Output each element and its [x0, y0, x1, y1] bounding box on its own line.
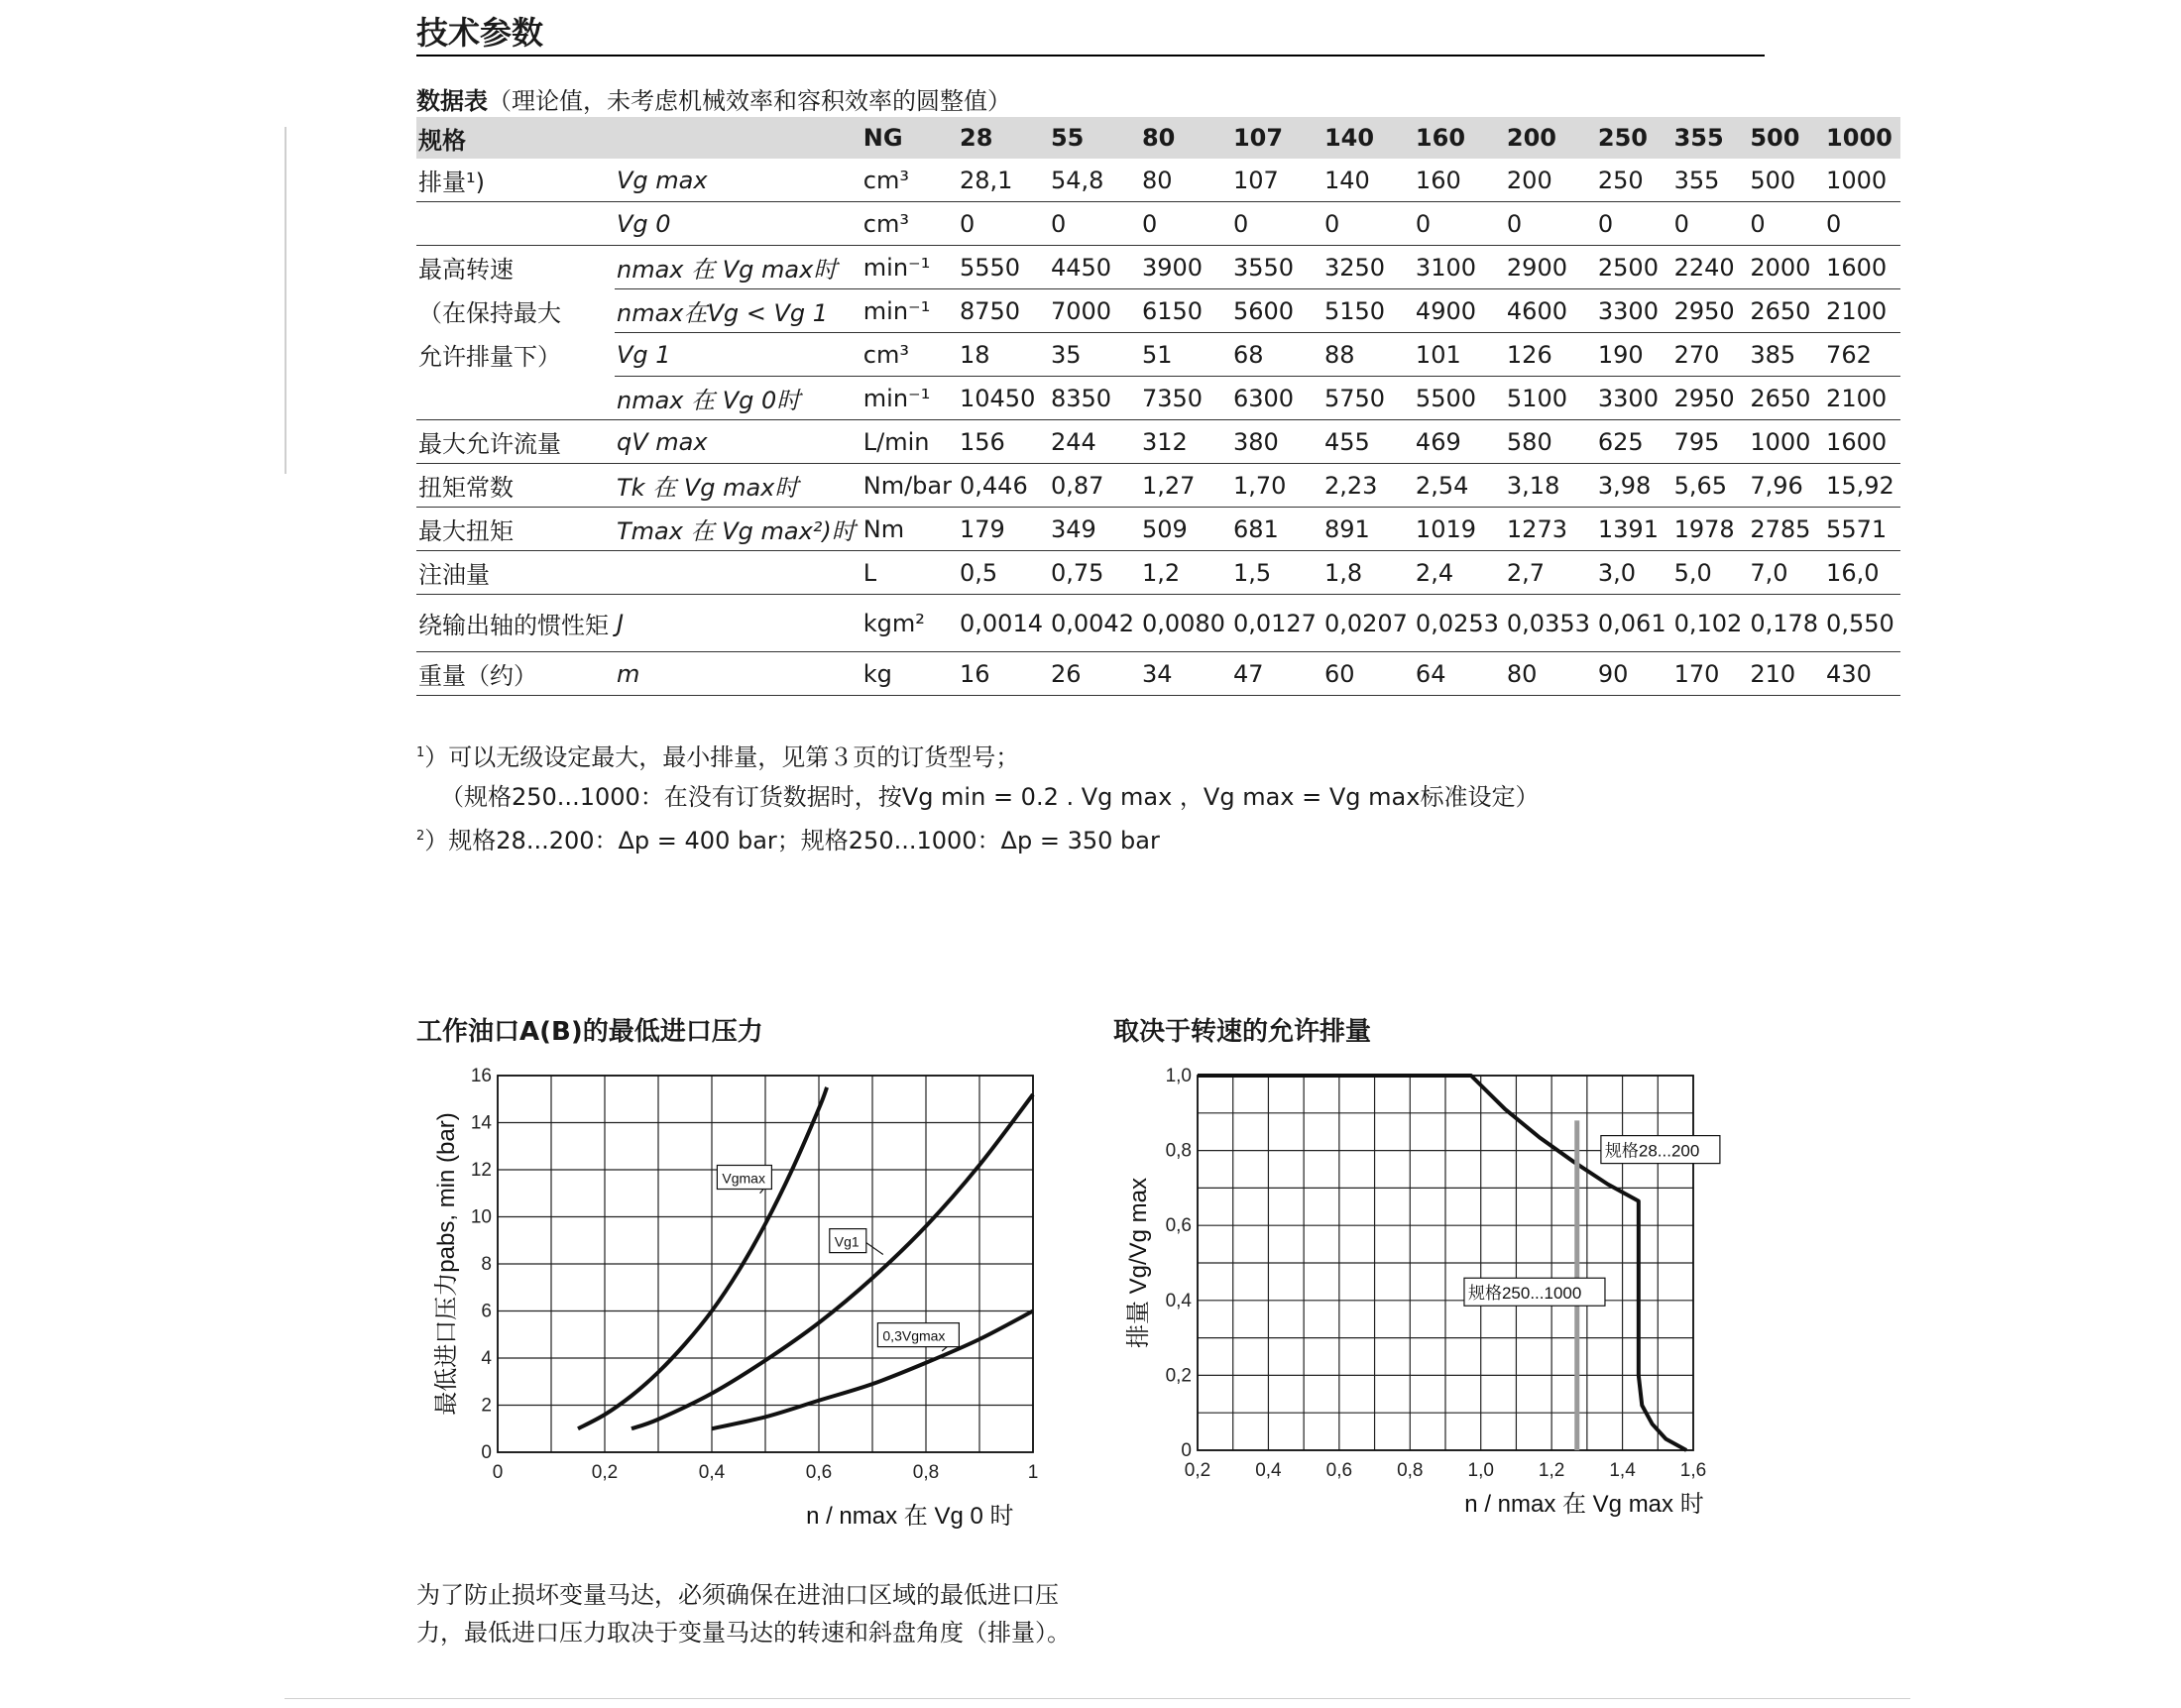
value-cell: 60	[1322, 652, 1414, 696]
table-row	[416, 289, 1900, 333]
parameter-cell: 最大允许流量	[416, 420, 615, 464]
value-cell: 2785	[1748, 508, 1824, 551]
value-cell: 762	[1824, 333, 1900, 377]
value-cell: 0	[1505, 202, 1596, 246]
chart1-title: 工作油口A(B)的最低进口压力	[416, 1017, 763, 1047]
value-cell: 5100	[1505, 377, 1596, 420]
x-tick-label: 0,2	[591, 1462, 619, 1483]
value-cell: cm³	[861, 202, 958, 246]
value-cell: 5500	[1414, 377, 1505, 420]
symbol-cell: Vg 0	[615, 202, 861, 246]
y-tick-label: 0,6	[1165, 1215, 1192, 1237]
symbol-cell: qV max	[615, 420, 861, 464]
x-tick-label: 1,6	[1679, 1460, 1707, 1481]
y-tick-label: 0,2	[1165, 1365, 1192, 1387]
value-cell: 0,0353	[1505, 595, 1596, 652]
value-cell: 5600	[1231, 289, 1322, 333]
value-cell: 10450	[958, 377, 1049, 420]
value-cell: 6150	[1140, 289, 1231, 333]
header-cell: NG	[861, 117, 958, 159]
header-cell: 140	[1322, 117, 1414, 159]
value-cell: min⁻¹	[861, 377, 958, 420]
value-cell: 8350	[1049, 377, 1140, 420]
table-header-row	[416, 117, 1900, 159]
y-tick-label: 12	[470, 1160, 492, 1181]
value-cell: 1978	[1672, 508, 1749, 551]
table-row	[416, 202, 1900, 246]
value-cell: 0	[958, 202, 1049, 246]
y-tick-label: 14	[470, 1112, 492, 1134]
value-cell: 160	[1414, 159, 1505, 202]
value-cell: 2900	[1505, 246, 1596, 289]
parameter-cell: 注油量	[416, 551, 615, 595]
x-axis-label: n / nmax 在 Vg max 时	[1464, 1491, 1704, 1518]
value-cell: 47	[1231, 652, 1322, 696]
series-label: 规格28...200	[1604, 1141, 1700, 1161]
value-cell: 51	[1140, 333, 1231, 377]
value-cell: 179	[958, 508, 1049, 551]
series-line	[578, 1087, 827, 1428]
parameter-cell: 最大扭矩	[416, 508, 615, 551]
value-cell: 0	[1140, 202, 1231, 246]
value-cell: 2100	[1824, 377, 1900, 420]
value-cell: 0,0127	[1231, 595, 1322, 652]
value-cell: 0	[1322, 202, 1414, 246]
spec-table	[416, 117, 1900, 696]
value-cell: 4600	[1505, 289, 1596, 333]
value-cell: 0	[1748, 202, 1824, 246]
value-cell: L/min	[861, 420, 958, 464]
table-row	[416, 420, 1900, 464]
table-row	[416, 377, 1900, 420]
value-cell: 0,061	[1596, 595, 1672, 652]
value-cell: min⁻¹	[861, 289, 958, 333]
x-tick-label: 0,4	[698, 1462, 726, 1483]
value-cell: 0	[1231, 202, 1322, 246]
value-cell: 2,7	[1505, 551, 1596, 595]
value-cell: 0,0207	[1322, 595, 1414, 652]
value-cell: 580	[1505, 420, 1596, 464]
value-cell: kgm²	[861, 595, 958, 652]
x-tick-label: 1,4	[1609, 1460, 1636, 1481]
value-cell: 18	[958, 333, 1049, 377]
value-cell: 90	[1596, 652, 1672, 696]
table-caption	[416, 81, 1011, 116]
symbol-cell: nmax在Vg < Vg 1	[615, 289, 861, 333]
header-cell: 80	[1140, 117, 1231, 159]
x-tick-label: 0,8	[1397, 1460, 1424, 1481]
table-row	[416, 464, 1900, 508]
value-cell: 1,8	[1322, 551, 1414, 595]
value-cell: 80	[1140, 159, 1231, 202]
symbol-cell: J	[615, 595, 861, 652]
value-cell: 2650	[1748, 289, 1824, 333]
value-cell: 5150	[1322, 289, 1414, 333]
value-cell: 0,75	[1049, 551, 1140, 595]
value-cell: 4900	[1414, 289, 1505, 333]
table-row	[416, 246, 1900, 289]
value-cell: 1391	[1596, 508, 1672, 551]
value-cell: 380	[1231, 420, 1322, 464]
header-cell: 250	[1596, 117, 1672, 159]
value-cell: 0,0253	[1414, 595, 1505, 652]
value-cell: 2240	[1672, 246, 1749, 289]
value-cell: 0	[1672, 202, 1749, 246]
value-cell: 2950	[1672, 377, 1749, 420]
value-cell: 8750	[958, 289, 1049, 333]
value-cell: 3,98	[1596, 464, 1672, 508]
table-row	[416, 595, 1900, 652]
value-cell: 1019	[1414, 508, 1505, 551]
x-tick-label: 0,6	[805, 1462, 833, 1483]
y-tick-label: 16	[470, 1066, 492, 1086]
x-tick-label: 1	[1027, 1462, 1039, 1483]
value-cell: 3250	[1322, 246, 1414, 289]
footnote-2: $^2$）规格28...200：Δp = 400 bar；规格250...1000：Δp = 350 bar	[416, 827, 1160, 854]
series-label: Vg1	[834, 1233, 860, 1250]
header-cell: 55	[1049, 117, 1140, 159]
value-cell: 80	[1505, 652, 1596, 696]
value-cell: 0,5	[958, 551, 1049, 595]
value-cell: 0,550	[1824, 595, 1900, 652]
x-tick-label: 1,2	[1538, 1460, 1565, 1481]
value-cell: 1,70	[1231, 464, 1322, 508]
value-cell: 126	[1505, 333, 1596, 377]
value-cell: Nm	[861, 508, 958, 551]
value-cell: 1000	[1824, 159, 1900, 202]
value-cell: 156	[958, 420, 1049, 464]
value-cell: 0,87	[1049, 464, 1140, 508]
value-cell: 4450	[1049, 246, 1140, 289]
value-cell: 509	[1140, 508, 1231, 551]
value-cell: 3,18	[1505, 464, 1596, 508]
parameter-cell: 扭矩常数	[416, 464, 615, 508]
callout-leader	[866, 1243, 883, 1255]
symbol-cell	[615, 551, 861, 595]
value-cell: 312	[1140, 420, 1231, 464]
header-cell: 200	[1505, 117, 1596, 159]
series-label: 0,3Vgmax	[882, 1327, 946, 1344]
y-tick-label: 6	[481, 1301, 492, 1322]
value-cell: 1,27	[1140, 464, 1231, 508]
value-cell: 3300	[1596, 377, 1672, 420]
title-rule	[416, 55, 1765, 57]
value-cell: 3900	[1140, 246, 1231, 289]
series-line	[631, 1094, 1033, 1428]
value-cell: 140	[1322, 159, 1414, 202]
x-tick-label: 0,2	[1184, 1460, 1211, 1481]
value-cell: 1600	[1824, 420, 1900, 464]
bottom-rule	[285, 1698, 1910, 1699]
header-cell: 28	[958, 117, 1049, 159]
x-tick-label: 1,0	[1467, 1460, 1494, 1481]
body-text: 为了防止损坏变量马达，必须确保在进油口区域的最低进口压力，最低进口压力取决于变量马达的转速和斜盘角度（排量）。	[416, 1581, 1071, 1647]
header-cell: 355	[1672, 117, 1749, 159]
table-row	[416, 652, 1900, 696]
x-axis-label: n / nmax 在 Vg 0 时	[806, 1503, 1014, 1530]
table-row	[416, 333, 1900, 377]
value-cell: 2500	[1596, 246, 1672, 289]
y-tick-label: 0	[481, 1442, 492, 1463]
y-tick-label: 10	[470, 1206, 492, 1228]
parameter-cell	[416, 377, 615, 420]
x-tick-label: 0,4	[1255, 1460, 1282, 1481]
value-cell: 101	[1414, 333, 1505, 377]
series-label: Vgmax	[722, 1170, 765, 1187]
value-cell: 0	[1596, 202, 1672, 246]
value-cell: 5571	[1824, 508, 1900, 551]
symbol-cell: nmax 在 Vg 0时	[615, 377, 861, 420]
value-cell: 1273	[1505, 508, 1596, 551]
value-cell: 26	[1049, 652, 1140, 696]
value-cell: cm³	[861, 159, 958, 202]
value-cell: 1,5	[1231, 551, 1322, 595]
value-cell: 0,0014	[958, 595, 1049, 652]
chart2-title: 取决于转速的允许排量	[1113, 1017, 1372, 1047]
symbol-cell: Tmax 在 Vg max²)时	[615, 508, 861, 551]
value-cell: 2000	[1748, 246, 1824, 289]
value-cell: 35	[1049, 333, 1140, 377]
value-cell: 349	[1049, 508, 1140, 551]
y-tick-label: 2	[481, 1395, 492, 1417]
value-cell: 469	[1414, 420, 1505, 464]
value-cell: 355	[1672, 159, 1749, 202]
value-cell: 500	[1748, 159, 1824, 202]
value-cell: min⁻¹	[861, 246, 958, 289]
value-cell: 3300	[1596, 289, 1672, 333]
x-tick-label: 0,6	[1325, 1460, 1353, 1481]
y-tick-label: 0,4	[1165, 1290, 1192, 1311]
symbol-cell: Tk 在 Vg max时	[615, 464, 861, 508]
value-cell: 0,178	[1748, 595, 1824, 652]
value-cell: 0	[1414, 202, 1505, 246]
value-cell: 107	[1231, 159, 1322, 202]
table-row	[416, 508, 1900, 551]
y-axis-label: 最低进口压力pabs, min (bar)	[433, 1112, 460, 1416]
parameter-cell: 允许排量下）	[418, 343, 561, 371]
header-cell	[615, 117, 861, 159]
value-cell: 0	[1049, 202, 1140, 246]
table-caption-bold: 数据表	[416, 87, 488, 115]
header-cell: 107	[1231, 117, 1322, 159]
value-cell: 795	[1672, 420, 1749, 464]
value-cell: 625	[1596, 420, 1672, 464]
parameter-cell	[416, 202, 615, 246]
value-cell: 2100	[1824, 289, 1900, 333]
value-cell: 34	[1140, 652, 1231, 696]
value-cell: 5750	[1322, 377, 1414, 420]
value-cell: 16	[958, 652, 1049, 696]
value-cell: 891	[1322, 508, 1414, 551]
y-tick-label: 8	[481, 1254, 492, 1275]
y-tick-label: 1,0	[1165, 1066, 1192, 1086]
value-cell: cm³	[861, 333, 958, 377]
x-tick-label: 0,8	[912, 1462, 940, 1483]
value-cell: 88	[1322, 333, 1414, 377]
symbol-cell: Vg 1	[615, 333, 861, 377]
header-cell: 160	[1414, 117, 1505, 159]
value-cell: kg	[861, 652, 958, 696]
value-cell: 385	[1748, 333, 1824, 377]
value-cell: L	[861, 551, 958, 595]
page-title: 技术参数	[416, 14, 544, 52]
value-cell: 430	[1824, 652, 1900, 696]
value-cell: 16,0	[1824, 551, 1900, 595]
value-cell: 2,54	[1414, 464, 1505, 508]
value-cell: 2,23	[1322, 464, 1414, 508]
value-cell: 455	[1322, 420, 1414, 464]
value-cell: 0,102	[1672, 595, 1749, 652]
footnotes	[416, 734, 1539, 860]
value-cell: 2650	[1748, 377, 1824, 420]
table-row	[416, 551, 1900, 595]
value-cell: 1,2	[1140, 551, 1231, 595]
y-tick-label: 4	[481, 1348, 492, 1369]
header-cell: 500	[1748, 117, 1824, 159]
value-cell: 2950	[1672, 289, 1749, 333]
value-cell: 3,0	[1596, 551, 1672, 595]
value-cell: 64	[1414, 652, 1505, 696]
value-cell: 7000	[1049, 289, 1140, 333]
table-row	[416, 159, 1900, 202]
header-cell: 规格	[416, 117, 615, 159]
footnote-1-detail: （规格250...1000：在没有订货数据时，按Vg min = 0.2 . Vg max ，Vg max = Vg max标准设定）	[440, 783, 1540, 811]
value-cell: 200	[1505, 159, 1596, 202]
margin-rule	[285, 127, 287, 474]
symbol-cell: Vg max	[615, 159, 861, 202]
value-cell: 5,65	[1672, 464, 1749, 508]
parameter-cell: 绕输出轴的惯性矩	[416, 595, 615, 652]
value-cell: 15,92	[1824, 464, 1900, 508]
value-cell: 68	[1231, 333, 1322, 377]
value-cell: 0,446	[958, 464, 1049, 508]
value-cell: 7,96	[1748, 464, 1824, 508]
value-cell: 0,0042	[1049, 595, 1140, 652]
value-cell: 244	[1049, 420, 1140, 464]
value-cell: 190	[1596, 333, 1672, 377]
value-cell: 0,0080	[1140, 595, 1231, 652]
series-label: 规格250...1000	[1467, 1284, 1582, 1304]
parameter-cell: （在保持最大	[418, 299, 561, 327]
y-axis-label: 排量 Vg/Vg max	[1125, 1177, 1152, 1349]
value-cell: 270	[1672, 333, 1749, 377]
value-cell: 2,4	[1414, 551, 1505, 595]
value-cell: 250	[1596, 159, 1672, 202]
value-cell: 681	[1231, 508, 1322, 551]
value-cell: 7,0	[1748, 551, 1824, 595]
symbol-cell: nmax 在 Vg max时	[615, 246, 861, 289]
parameter-cell: 重量（约）	[416, 652, 615, 696]
inlet-pressure-chart	[426, 1061, 1061, 1556]
value-cell: 1000	[1748, 420, 1824, 464]
value-cell: 7350	[1140, 377, 1231, 420]
value-cell: 54,8	[1049, 159, 1140, 202]
value-cell: 5550	[958, 246, 1049, 289]
parameter-cell: 排量¹)	[416, 159, 615, 202]
value-cell: 3550	[1231, 246, 1322, 289]
permissible-displacement-chart	[1110, 1061, 1745, 1537]
x-tick-label: 0	[492, 1462, 504, 1483]
y-tick-label: 0	[1181, 1440, 1192, 1461]
value-cell: Nm/bar	[861, 464, 958, 508]
y-tick-label: 0,8	[1165, 1140, 1192, 1162]
value-cell: 0	[1824, 202, 1900, 246]
header-cell: 1000	[1824, 117, 1900, 159]
symbol-cell: m	[615, 652, 861, 696]
value-cell: 210	[1748, 652, 1824, 696]
value-cell: 28,1	[958, 159, 1049, 202]
value-cell: 3100	[1414, 246, 1505, 289]
parameter-cell: 最高转速	[418, 256, 514, 285]
table-caption-rest: （理论值，未考虑机械效率和容积效率的圆整值）	[488, 87, 1011, 115]
value-cell: 1600	[1824, 246, 1900, 289]
value-cell: 170	[1672, 652, 1749, 696]
footnote-1: $^1$）可以无级设定最大，最小排量，见第３页的订货型号；	[416, 743, 1020, 771]
value-cell: 5,0	[1672, 551, 1749, 595]
value-cell: 6300	[1231, 377, 1322, 420]
